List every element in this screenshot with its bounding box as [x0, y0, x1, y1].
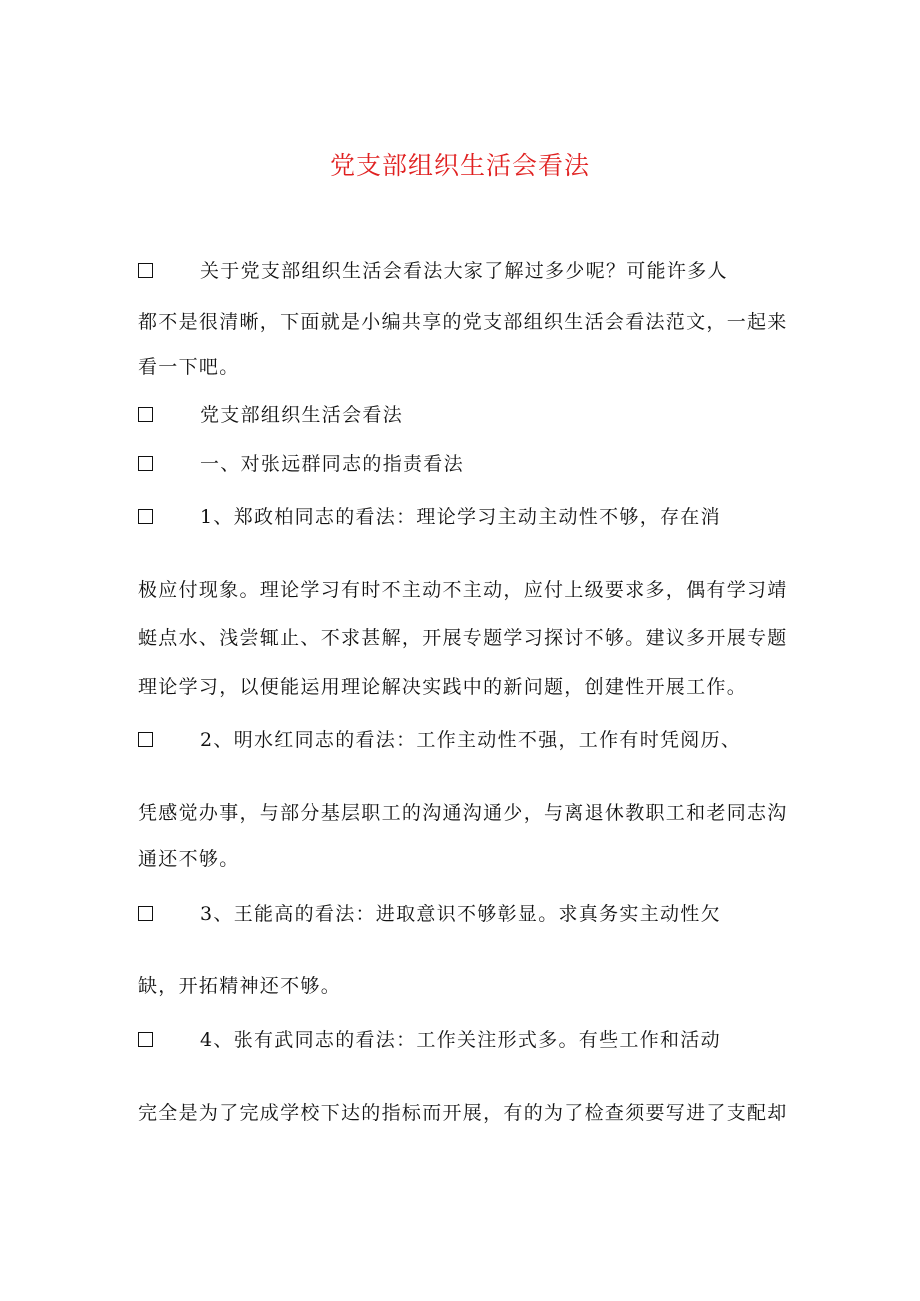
- paragraph-line: [138, 578, 788, 602]
- paragraph-line: [138, 259, 728, 283]
- line-text: 都不是很清晰，下面就是小编共享的党支部组织生活会看法范文，一起来: [138, 311, 788, 333]
- paragraph-line: [138, 675, 747, 699]
- line-text: 2、明水红同志的看法：工作主动性不强，工作有时凭阅历、: [200, 729, 742, 751]
- line-text: 关于党支部组织生活会看法大家了解过多少呢？可能许多人: [200, 260, 728, 282]
- paragraph-line: [138, 801, 788, 825]
- checkbox-icon: [138, 906, 153, 921]
- paragraph-line: [138, 310, 788, 334]
- line-text: 3、王能高的看法：进取意识不够彰显。求真务实主动性欠: [200, 903, 721, 925]
- paragraph-line: [138, 403, 403, 427]
- line-text: 极应付现象。理论学习有时不主动不主动，应付上级要求多，偶有学习靖: [138, 579, 788, 601]
- line-text: 凭感觉办事，与部分基层职工的沟通沟通少，与离退休教职工和老同志沟: [138, 802, 788, 824]
- line-text: 1、郑政柏同志的看法：理论学习主动主动性不够，存在消: [200, 506, 721, 528]
- checkbox-icon: [138, 263, 153, 278]
- paragraph-line: [138, 1028, 721, 1052]
- line-text: 看一下吧。: [138, 356, 240, 378]
- paragraph-line: [138, 355, 240, 379]
- checkbox-icon: [138, 456, 153, 471]
- checkbox-icon: [138, 1032, 153, 1047]
- line-text: 4、张有武同志的看法：工作关注形式多。有些工作和活动: [200, 1029, 721, 1051]
- checkbox-icon: [138, 509, 153, 524]
- line-text: 缺，开拓精神还不够。: [138, 975, 342, 997]
- paragraph-line: [138, 452, 464, 476]
- paragraph-line: [138, 626, 788, 650]
- line-text: 完全是为了完成学校下达的指标而开展，有的为了检查须要写进了支配却: [138, 1102, 788, 1124]
- paragraph-line: [138, 505, 721, 529]
- paragraph-line: [138, 728, 741, 752]
- paragraph-line: [138, 1101, 788, 1125]
- checkbox-icon: [138, 732, 153, 747]
- line-text: 通还不够。: [138, 848, 240, 870]
- paragraph-line: [138, 902, 721, 926]
- line-text: 一、对张远群同志的指责看法: [200, 453, 464, 475]
- document-title: 党支部组织生活会看法: [329, 151, 590, 180]
- line-text: 党支部组织生活会看法: [200, 404, 404, 426]
- checkbox-icon: [138, 407, 153, 422]
- paragraph-line: [138, 974, 341, 998]
- line-text: 蜓点水、浅尝辄止、不求甚解，开展专题学习探讨不够。建议多开展专题: [138, 627, 788, 649]
- paragraph-line: [138, 847, 240, 871]
- line-text: 理论学习，以便能运用理论解决实践中的新问题，创建性开展工作。: [138, 676, 748, 698]
